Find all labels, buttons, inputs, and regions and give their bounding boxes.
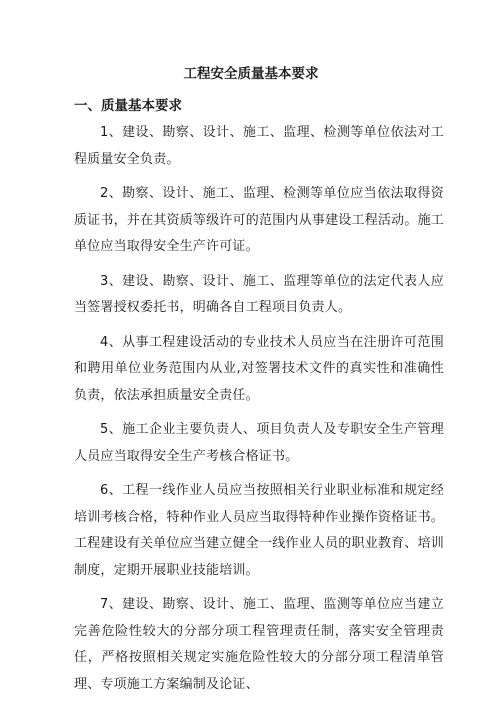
paragraph-5: 5、施工企业主要负责人、项目负责人及专职安全生产管理人员应当取得安全生产考核合格证书。	[74, 422, 444, 464]
paragraph-2: 2、勘察、设计、施工、监理、检测等单位应当依法取得资质证书，并在其资质等级许可的范围内从事建设工程活动。施工单位应当取得安全生产许可证。	[74, 186, 444, 254]
paragraph-3: 3、建设、勘察、设计、施工、监理等单位的法定代表人应当签署授权委托书，明确各自工程项目负责人。	[74, 273, 444, 315]
paragraph-6: 6、工程一线作业人员应当按照相关行业职业标准和规定经培训考核合格，特种作业人员应当取得特种作业操作资格证书。工程建设有关单位应当建立健全一线作业人员的职业教育、培训制度，定期开展职业技能培训。	[74, 483, 444, 578]
paragraph-4: 4、从事工程建设活动的专业技术人员应当在注册许可范围和聘用单位业务范围内从业,对签署技术文件的真实性和准确性负责，依法承担质量安全责任。	[74, 334, 444, 403]
paragraph-1: 1、建设、勘察、设计、施工、监理、检测等单位依法对工程质量安全负责。	[74, 125, 444, 167]
paragraph-7: 7、建设、勘察、设计、施工、监理、监测等单位应当建立完善危险性较大的分部分项工程管理责任制，落实安全管理责任，严格按照相关规定实施危险性较大的分部分项工程清单管理、专项施工方案编制及论证、	[74, 597, 444, 692]
document-title: 工程安全质量基本要求	[183, 66, 319, 82]
section-heading: 一、质量基本要求	[74, 98, 182, 114]
